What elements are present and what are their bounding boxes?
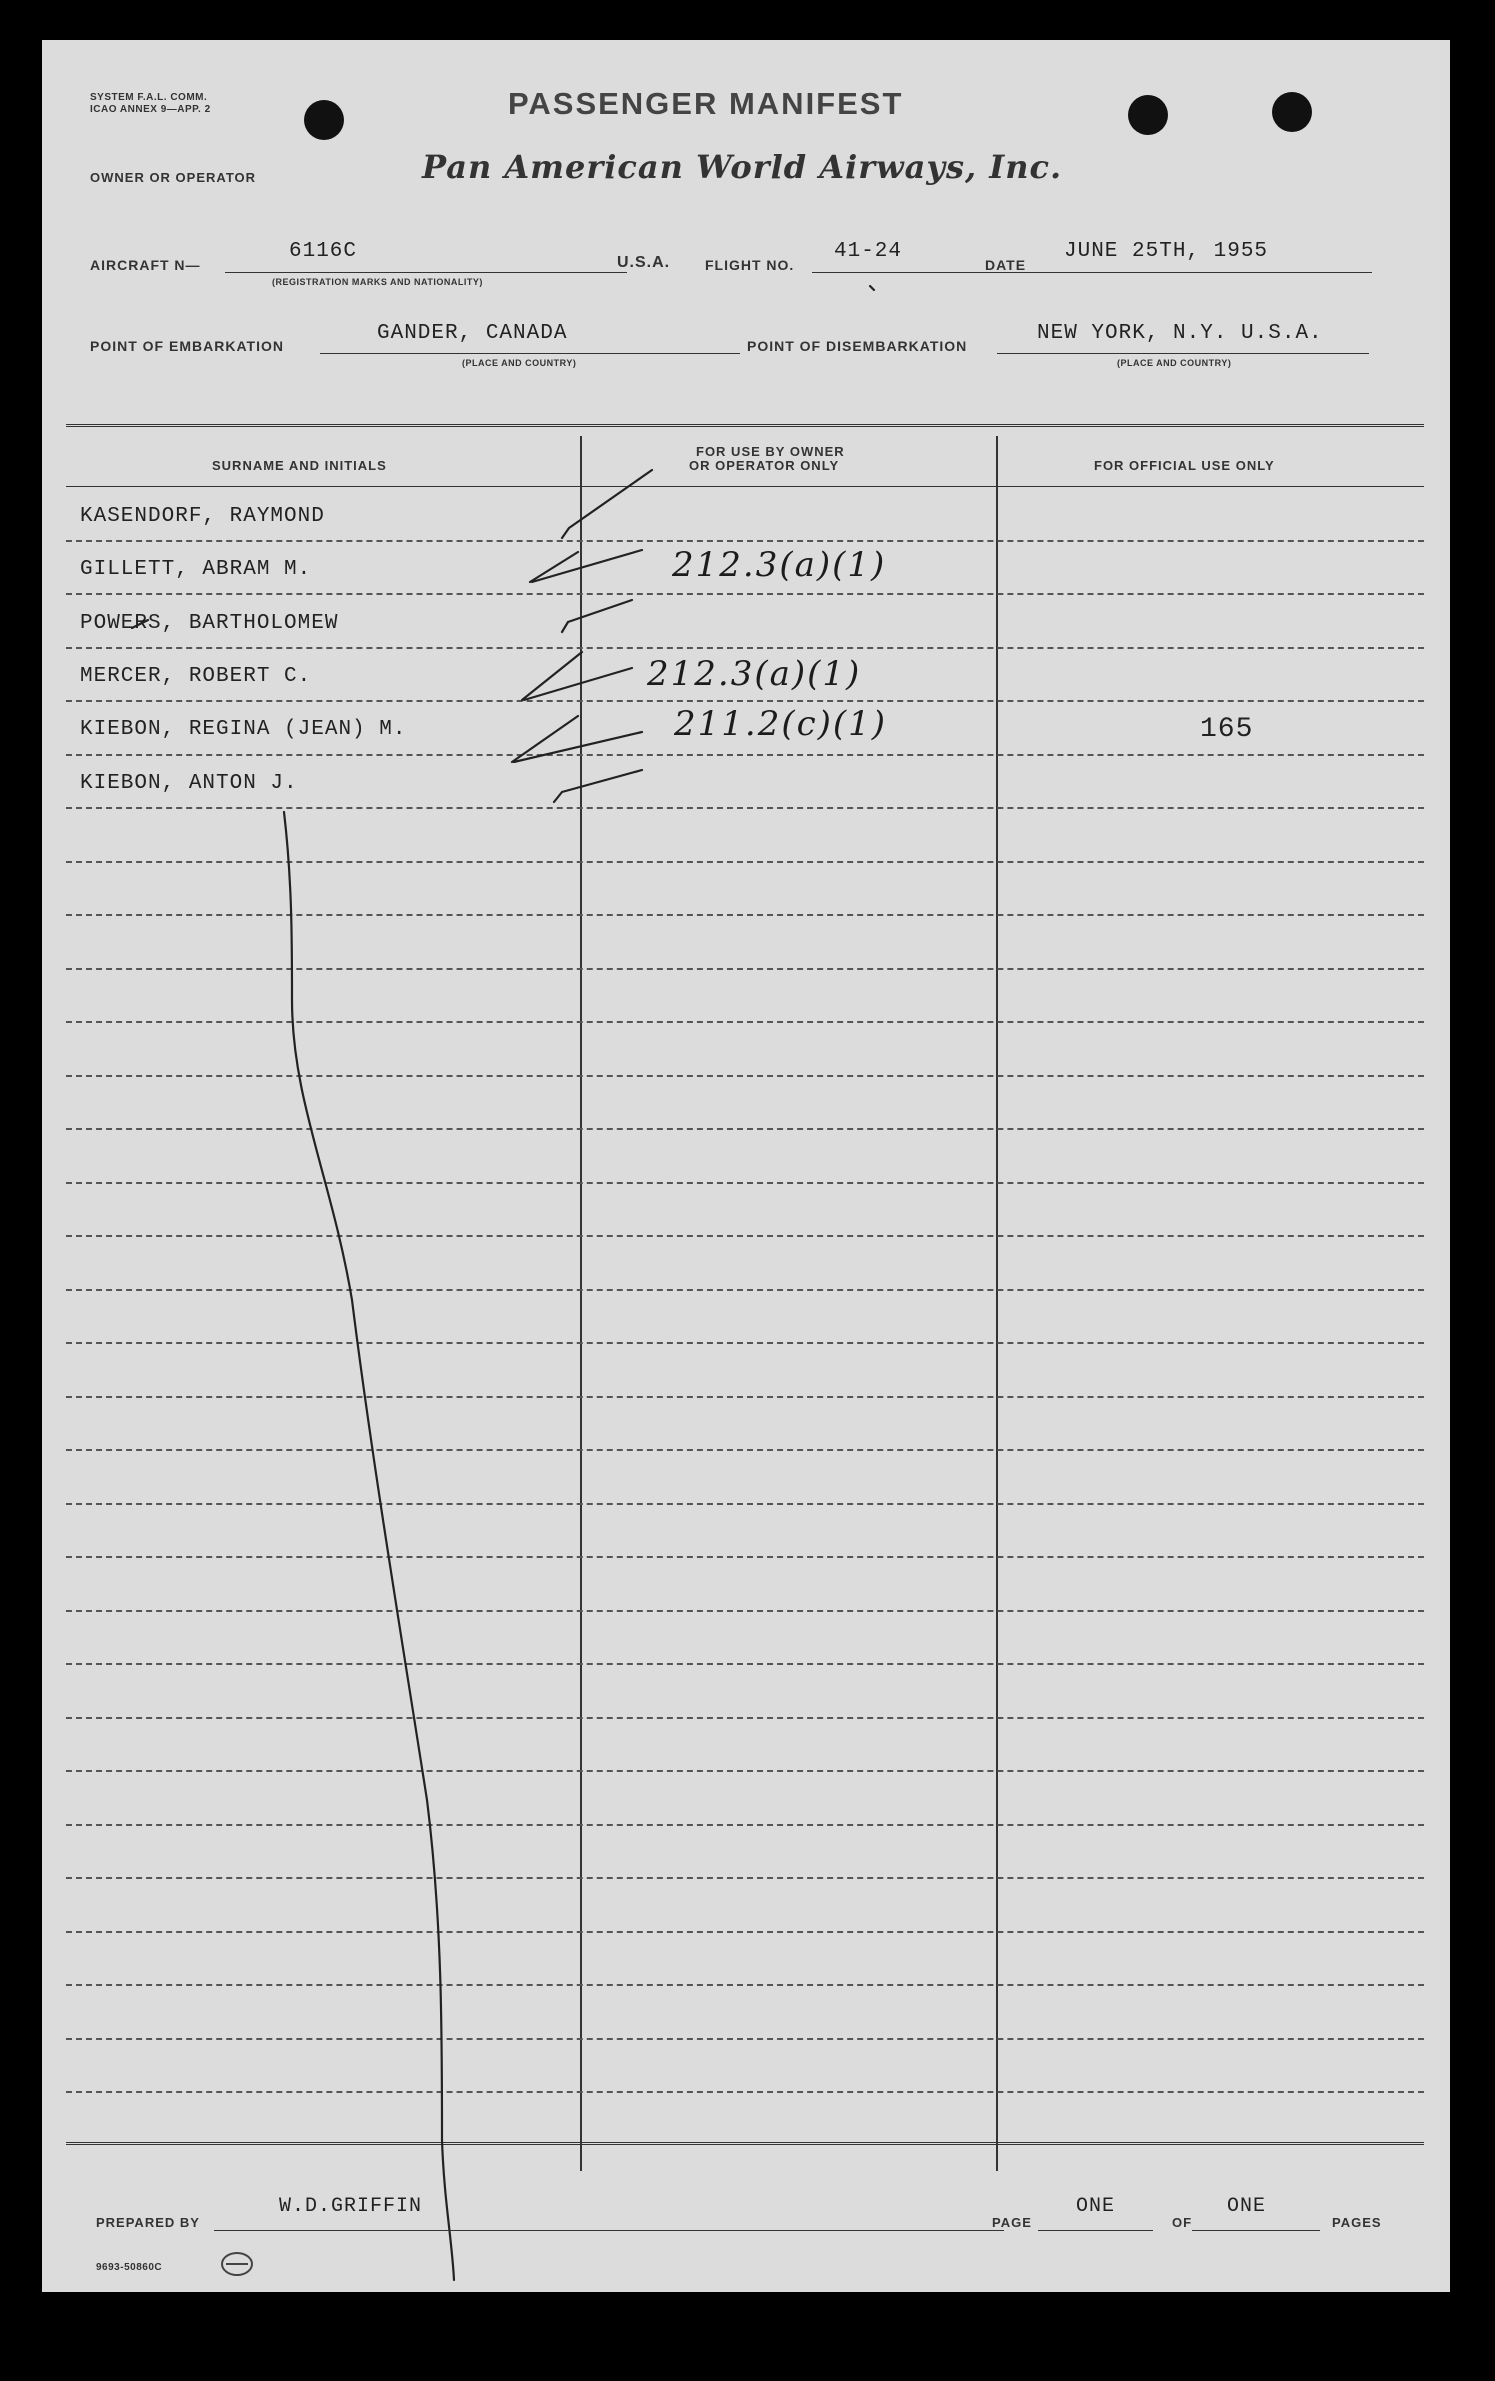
embarkation-label: POINT OF EMBARKATION [90, 338, 284, 354]
prepared-underline [214, 2230, 1004, 2231]
page-title: PASSENGER MANIFEST [508, 86, 904, 121]
passenger-name: POWERS, BARTHOLOMEW [80, 612, 339, 635]
header-owner-line2: OR OPERATOR ONLY [689, 458, 840, 473]
header-official: FOR OFFICIAL USE ONLY [1094, 458, 1275, 473]
page-label: PAGE [992, 2215, 1032, 2230]
pages-label: PAGES [1332, 2215, 1382, 2230]
of-label: OF [1172, 2215, 1193, 2230]
vertical-pen-line [284, 812, 454, 2280]
disembarkation-caption: (PLACE AND COUNTRY) [1117, 358, 1232, 368]
aircraft-label: AIRCRAFT N— [90, 257, 201, 273]
flight-label: FLIGHT NO. [705, 257, 795, 273]
official-note: 165 [1200, 714, 1254, 745]
prepared-by-value: W.D.GRIFFIN [279, 2195, 423, 2218]
passenger-name: KASENDORF, RAYMOND [80, 505, 325, 528]
of-value: ONE [1227, 2195, 1267, 2218]
form-number: 9693-50860C [96, 2262, 163, 2273]
passenger-name: MERCER, ROBERT C. [80, 665, 312, 688]
aircraft-country: U.S.A. [617, 254, 671, 271]
manifest-sheet [42, 40, 1450, 2292]
check-mark-icon [522, 652, 632, 700]
check-mark-icon [562, 600, 632, 632]
owner-note: 212.3(a)(1) [647, 654, 862, 694]
approval-line-1: SYSTEM F.A.L. COMM. [90, 92, 208, 103]
check-mark-icon [554, 770, 642, 802]
owner-operator-caption: OWNER OR OPERATOR [90, 170, 257, 185]
check-mark-icon [530, 550, 642, 582]
disembarkation-label: POINT OF DISEMBARKATION [747, 338, 968, 354]
page-underline [1038, 2230, 1153, 2231]
passenger-name: KIEBON, REGINA (JEAN) M. [80, 718, 407, 741]
aircraft-value: 6116C [289, 240, 358, 263]
embarkation-caption: (PLACE AND COUNTRY) [462, 358, 577, 368]
date-label: DATE [985, 257, 1027, 273]
operator-name: Pan American World Airways, Inc. [422, 148, 1063, 186]
disembarkation-value: NEW YORK, N.Y. U.S.A. [1037, 322, 1323, 345]
printer-seal-icon [220, 2250, 254, 2278]
prepared-label: PREPARED BY [96, 2215, 200, 2230]
pen-marks [42, 40, 1450, 2292]
of-underline [1192, 2230, 1320, 2231]
owner-note: 212.3(a)(1) [672, 545, 887, 585]
embarkation-value: GANDER, CANADA [377, 322, 568, 345]
approval-line-2: ICAO ANNEX 9—APP. 2 [90, 104, 211, 115]
check-mark-icon [562, 470, 652, 538]
passenger-name: GILLETT, ABRAM M. [80, 558, 312, 581]
strike-mark-icon [132, 620, 148, 628]
flight-value: 41-24 [834, 240, 903, 263]
owner-note: 211.2(c)(1) [674, 704, 888, 744]
aircraft-caption: (REGISTRATION MARKS AND NATIONALITY) [272, 277, 483, 287]
date-value: JUNE 25TH, 1955 [1064, 240, 1269, 263]
header-owner-line1: FOR USE BY OWNER [696, 444, 845, 459]
page-value: ONE [1076, 2195, 1116, 2218]
dash-mark-icon [870, 286, 874, 290]
check-mark-icon [512, 716, 642, 762]
passenger-name: KIEBON, ANTON J. [80, 772, 298, 795]
header-surname: SURNAME AND INITIALS [212, 458, 387, 473]
